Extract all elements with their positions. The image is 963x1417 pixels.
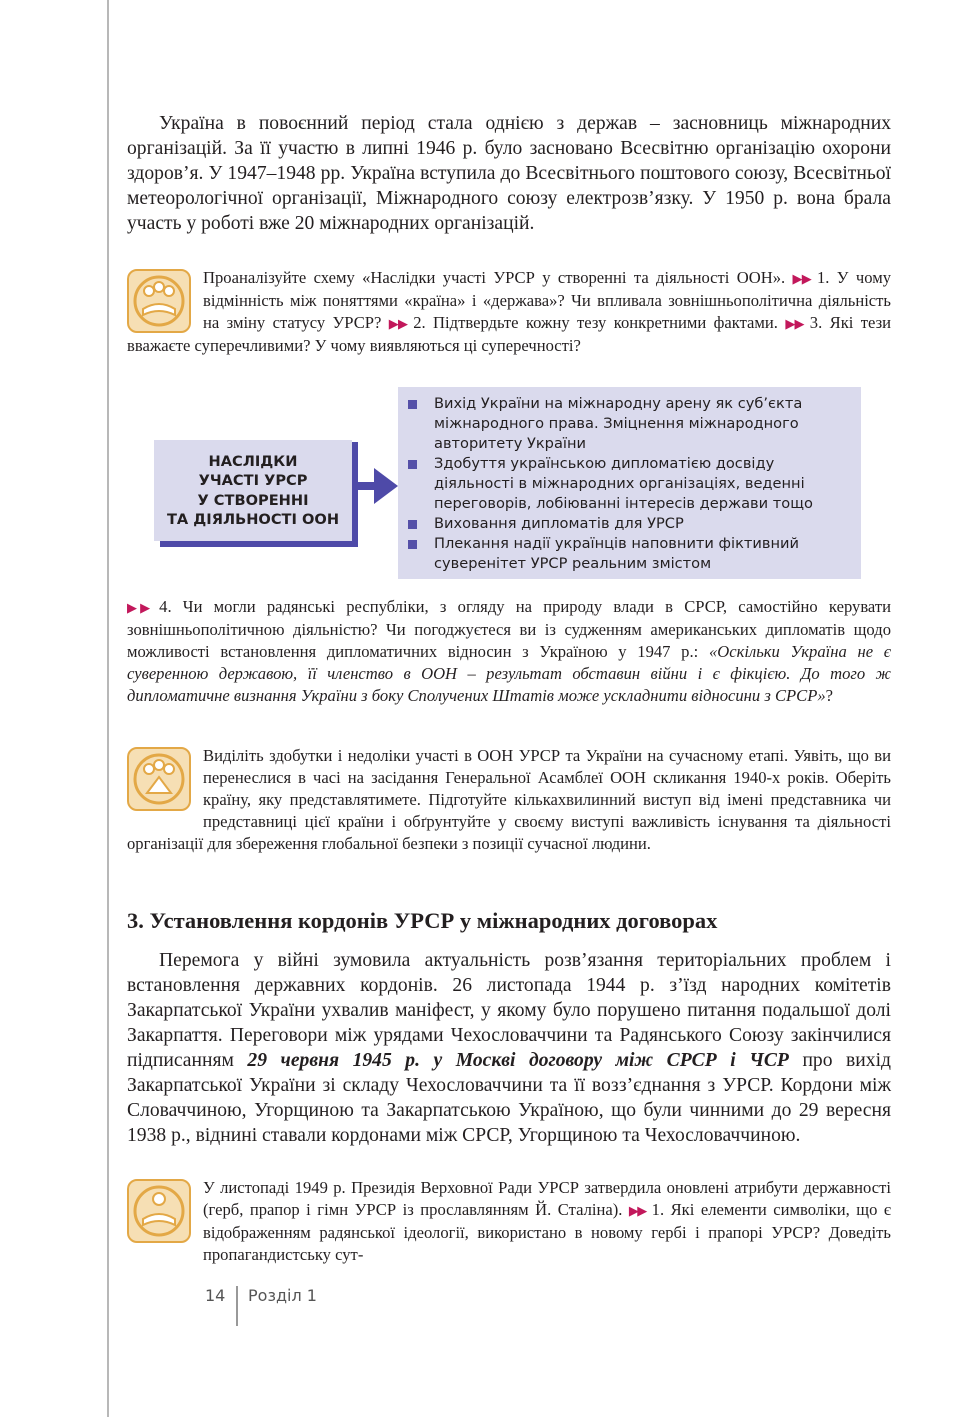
section-label: Розділ 1 — [248, 1286, 317, 1305]
diagram-arrow-icon — [352, 442, 398, 532]
task-question-1: 1. У чому відмінність між поняттями «країна» і «держава»? Чи впливала зовнішньополітична діяльність на зміну статусу УРСР? — [203, 268, 891, 332]
quote: «Оскільки Україна не є суверенною державою, її членство в ООН – результат обставин війни і є фікцією. До того ж дипломатичне визнання України з боку Сполучених Штатів може ускладнити відносини з СРСР» — [127, 642, 891, 705]
task-text — [127, 267, 891, 357]
task-text — [127, 1177, 891, 1266]
page-footer — [205, 1286, 317, 1305]
paragraph-text: Перемога у війні зумовила актуальність розв’язання територіальних проблем і встановлення державних кордонів. 26 листопада 1944 р. з’їзд народних комітетів Закарпатської України ухвалив маніфест, у якому було порушено питання подальшої долі Закарпаття. Переговори між урядами Чехословаччини та Радянського Союзу закінчилися підписанням — [127, 950, 891, 1071]
diagram-title-line: ТА ДІЯЛЬНОСТІ ООН — [166, 511, 340, 528]
task-intro: У листопаді 1949 р. Президія Верховної Ради УРСР затвердила оновлені атрибути державності (герб, прапор і гімн УРСР із прославлянням Й. Сталіна). — [203, 1178, 891, 1219]
fast-forward-icon: ▶▶ — [628, 1203, 646, 1218]
intro-block — [127, 111, 891, 236]
task-text: Виділіть здобутки і недоліки участі в ООН УРСР та України на сучасному етапі. Уявіть, що ви перенеслися в часі на засідання Генеральної Асамблеї ООН скликання 1940-х років. Оберіть країну, яку представлятимете. Підготуйте кількахвилинний виступ від імені представника чи представниці цієї країни і обґрунтуйте у своєму виступі важливість існування та діяльності організації для збереження глобальної безпеки з позиції сучасної людини. — [127, 746, 891, 853]
fast-forward-icon: ▶▶ — [388, 316, 408, 331]
diagram-title-box — [154, 440, 352, 541]
task-question-3: 3. Які тези вважаєте суперечливими? У чому виявляються ці суперечності? — [127, 313, 891, 355]
fast-forward-icon: ▶▶ — [792, 271, 811, 286]
question-mark: ? — [825, 686, 834, 705]
page-number: 14 — [205, 1286, 226, 1305]
task-question-1: 1. Які елементи символіки, що є відображенням радянської ідеології, використано в новому гербі і прапорі УРСР? Доведіть пропагандистську сут- — [203, 1200, 891, 1264]
diagram-item: Виховання дипломатів для УРСР — [434, 514, 853, 534]
section-body — [127, 948, 891, 1148]
diagram-item: Плекання надії українців наповнити фіктивний суверенітет УРСР реальним змістом — [434, 534, 853, 574]
think-icon — [127, 1179, 191, 1243]
fast-forward-icon: ▶▶ — [127, 600, 154, 615]
task-block-1 — [127, 267, 891, 357]
fast-forward-icon: ▶▶ — [785, 316, 804, 331]
task-question-4: 4. Чи могли радянські республіки, з огляду на природу влади в СРСР, самостійно керувати зовнішньополітичною діяльністю? Чи погоджуєтеся ви із судженням американських дипломатів щодо можливості встановлення дипломатичних відносин з Україною у 1947 р.: — [127, 597, 892, 661]
think-icon — [127, 747, 191, 811]
task-question-2: 2. Підтвердьте кожну тезу конкретними фактами. — [413, 313, 778, 332]
treaty-emphasis: 29 червня 1945 р. у Москві договору між СРСР і ЧСР — [247, 1050, 789, 1071]
task-block-4 — [127, 1177, 891, 1266]
task-text — [127, 596, 891, 707]
diagram-title-line: НАСЛІДКИ — [208, 452, 298, 470]
section-paragraph — [127, 948, 891, 1148]
task-block-2 — [127, 596, 891, 707]
page-margin-line — [107, 0, 109, 1417]
diagram-items-box — [398, 387, 861, 579]
task-block-3 — [127, 745, 891, 855]
section-heading: 3. Установлення кордонів УРСР у міжнародних договорах — [127, 908, 718, 933]
footer-divider — [236, 1286, 238, 1326]
intro-paragraph: Україна в повоєнний період стала однією з держав – засновниць міжнародних організацій. За її участю в липні 1946 р. було засновано Всесвітню організацію охорони здоров’я. У 1947–1948 рр. Україна вступила до Всесвітнього поштового союзу, Всесвітньої метеорологічної організації, Міжнародного союзу електрозв’язку. У 1950 р. вона брала участь у роботі вже 20 міжнародних організацій. — [127, 113, 891, 234]
paragraph-text: про вихід Закарпатської України зі складу Чехословаччини та її возз’єднання з УРСР. Кордони між Словаччиною, Угорщиною та Закарпатською Україною, що були чинними до 29 вересня 1938 р., віднині ставали кордонами між СРСР, Угорщиною та Чехословаччиною. — [127, 1050, 891, 1146]
diagram-title-line: УЧАСТІ УРСР — [198, 472, 308, 489]
think-icon — [127, 269, 191, 333]
diagram-title-line: У СТВОРЕННІ — [197, 491, 309, 509]
task-intro: Проаналізуйте схему «Наслідки участі УРСР у створенні та діяльності ООН». — [203, 268, 786, 287]
diagram-item: Здобуття українською дипломатією досвіду діяльності в міжнародних організаціях, веденні переговорів, лобіюванні інтересів держави тощо — [434, 454, 853, 514]
diagram-item: Вихід України на міжнародну арену як суб’єкта міжнародного права. Зміцнення міжнародного авторитету України — [434, 394, 853, 454]
